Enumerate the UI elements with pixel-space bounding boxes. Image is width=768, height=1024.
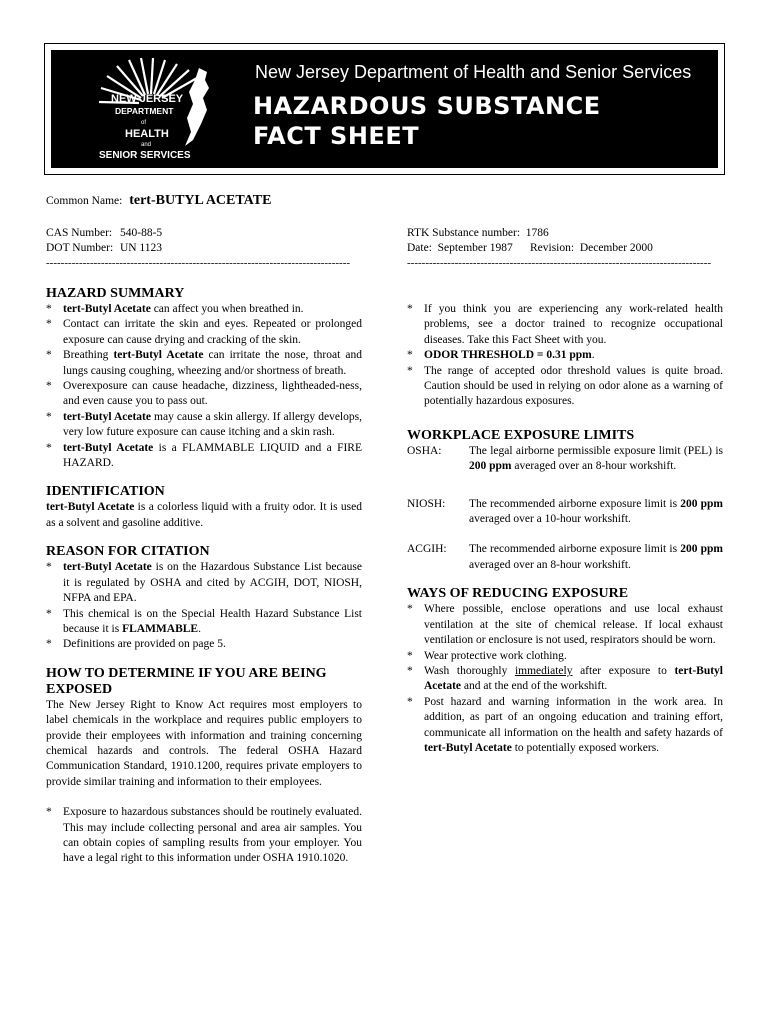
department-name: New Jersey Department of Health and Senior Services — [255, 62, 692, 82]
limit-niosh: NIOSH: The recommended airborne exposure limit is 200 ppm averaged over a 10-hour workshift. — [407, 497, 723, 528]
acgih-label: ACGIH: — [407, 543, 447, 556]
date-row — [407, 241, 653, 256]
rtk-label: RTK Substance number: — [407, 227, 521, 239]
rtk-row — [407, 226, 549, 241]
common-name-label: Common Name: — [46, 195, 123, 207]
logo-line-2: DEPARTMENT — [115, 106, 174, 116]
hazard-item-5: * tert-Butyl Acetate may cause a skin allergy. If allergy develops, very low future exposure can cause itching and a skin rash. — [46, 410, 362, 439]
identification-heading: IDENTIFICATION — [46, 484, 165, 500]
exposed-item-2: * If you think you are experiencing any work-related health problems, see a doctor trained to recognize occupational diseases. Take this Fact Sheet with you. — [407, 303, 723, 346]
hazard-item-3: * Breathing tert-Butyl Acetate can irritate the nose, throat and lungs causing coughing, wheezing and/or shortness of breath. — [46, 349, 362, 377]
reason-heading: REASON FOR CITATION — [46, 544, 210, 560]
limit-acgih: ACGIH: The recommended airborne exposure limit is 200 ppm averaged over an 8-hour workshift. — [407, 542, 723, 573]
left-column — [46, 286, 362, 867]
logo-line-1: NEW JERSEY — [111, 93, 184, 105]
reason-item-2: * This chemical is on the Special Health Hazard Substance List because it is FLAMMABLE. — [46, 607, 362, 635]
divider-right: ----------------------------------------------------------------------------------- — [407, 257, 712, 269]
reason-item-3: * Definitions are provided on page 5. — [46, 638, 226, 651]
header-banner-inner — [51, 50, 718, 168]
right-column — [407, 302, 723, 756]
revision-value: December 2000 — [579, 242, 653, 254]
logo-line-6: SENIOR SERVICES — [99, 150, 191, 161]
header-banner — [44, 43, 725, 175]
reducing-item-4: * Post hazard and warning information in the work area. In addition, as part of an ongoing education and training effort, communicate all information on the health and safety hazards of tert-Butyl Acetate to potentially exposed workers. — [407, 695, 723, 754]
cas-row — [46, 226, 162, 241]
exposed-heading-1: HOW TO DETERMINE IF YOU ARE BEING — [46, 665, 327, 681]
hazard-item-6: * tert-Butyl Acetate is a FLAMMABLE LIQUID and a FIRE HAZARD. — [46, 441, 363, 470]
hazard-item-4: * Overexposure can cause headache, dizziness, lightheaded-ness, and even cause you to pass out. — [46, 380, 362, 408]
reducing-item-2: * Wear protective work clothing. — [407, 649, 567, 662]
common-name-row — [46, 194, 271, 209]
rtk-number: 1786 — [525, 227, 549, 239]
logo-line-3: of — [141, 120, 147, 126]
title-line-1: HAZARDOUS SUBSTANCE — [253, 92, 601, 120]
osha-label: OSHA: — [407, 444, 442, 457]
reason-item-1: * tert-Butyl Acetate is on the Hazardous Substance List because it is regulated by OSHA and cited by ACGIH, DOT, NIOSH, NFPA and EPA. — [46, 561, 362, 605]
dot-number: UN 1123 — [120, 242, 163, 254]
dot-label: DOT Number: — [46, 242, 114, 254]
identification-text: tert-Butyl Acetate is a colorless liquid with a fruity odor. It is used as a solvent and gasoline additive. — [46, 501, 362, 529]
logo-line-4: HEALTH — [125, 128, 169, 140]
niosh-label: NIOSH: — [407, 497, 446, 510]
title-line-2: FACT SHEET — [253, 122, 420, 150]
hazard-item-2: * Contact can irritate the skin and eyes. Repeated or prolonged exposure can cause drying and cracking of the skin. — [46, 318, 362, 346]
logo-line-5: and — [141, 142, 152, 148]
date-value: September 1987 — [437, 242, 513, 254]
limits-heading: WORKPLACE EXPOSURE LIMITS — [407, 427, 635, 443]
exposed-heading-2: EXPOSED — [46, 681, 113, 697]
divider-left: ----------------------------------------------------------------------------------- — [46, 257, 351, 269]
date-label: Date: — [407, 242, 432, 254]
hazard-summary-heading: HAZARD SUMMARY — [46, 286, 185, 301]
cas-number: 540-88-5 — [120, 227, 163, 239]
exposed-item-3: * ODOR THRESHOLD = 0.31 ppm. — [407, 349, 595, 362]
nj-health-logo — [81, 58, 271, 168]
nj-map-shape — [185, 68, 209, 146]
exposed-paragraph: The New Jersey Right to Know Act requires most employers to label chemicals in the workplace and requires public employers to provide their employees with information and training concerning chemical hazards and controls. The federal OSHA Hazard Communication Standard, 1910.1200, requires private employers to provide similar training and information to their employees. — [46, 698, 362, 788]
hazard-item-1: * tert-Butyl Acetate can affect you when breathed in. — [46, 303, 304, 315]
reducing-heading: WAYS OF REDUCING EXPOSURE — [407, 586, 629, 602]
exposed-item-1: * Exposure to hazardous substances should be routinely evaluated. This may include collecting personal and area air samples. You can obtain copies of sampling results from your employer. You have a legal right to this information under OSHA 1910.1020. — [46, 806, 362, 865]
cas-label: CAS Number: — [46, 227, 113, 239]
exposed-item-4: * The range of accepted odor threshold values is quite broad. Caution should be used in relying on odor alone as a warning of potentially hazardous exposures. — [407, 364, 723, 408]
revision-label: Revision: — [529, 242, 575, 254]
reducing-item-3: * Wash thoroughly immediately after exposure to tert-Butyl Acetate and at the end of the workshift. — [407, 664, 723, 693]
common-name: tert-BUTYL ACETATE — [129, 193, 272, 208]
limit-osha: OSHA: The legal airborne permissible exposure limit (PEL) is 200 ppm averaged over an 8-hour workshift. — [407, 444, 723, 475]
reducing-item-1: * Where possible, enclose operations and use local exhaust ventilation at the site of chemical release. If local exhaust ventilation or enclosure is not used, respirators should be worn. — [407, 603, 723, 647]
dot-row — [46, 241, 162, 256]
